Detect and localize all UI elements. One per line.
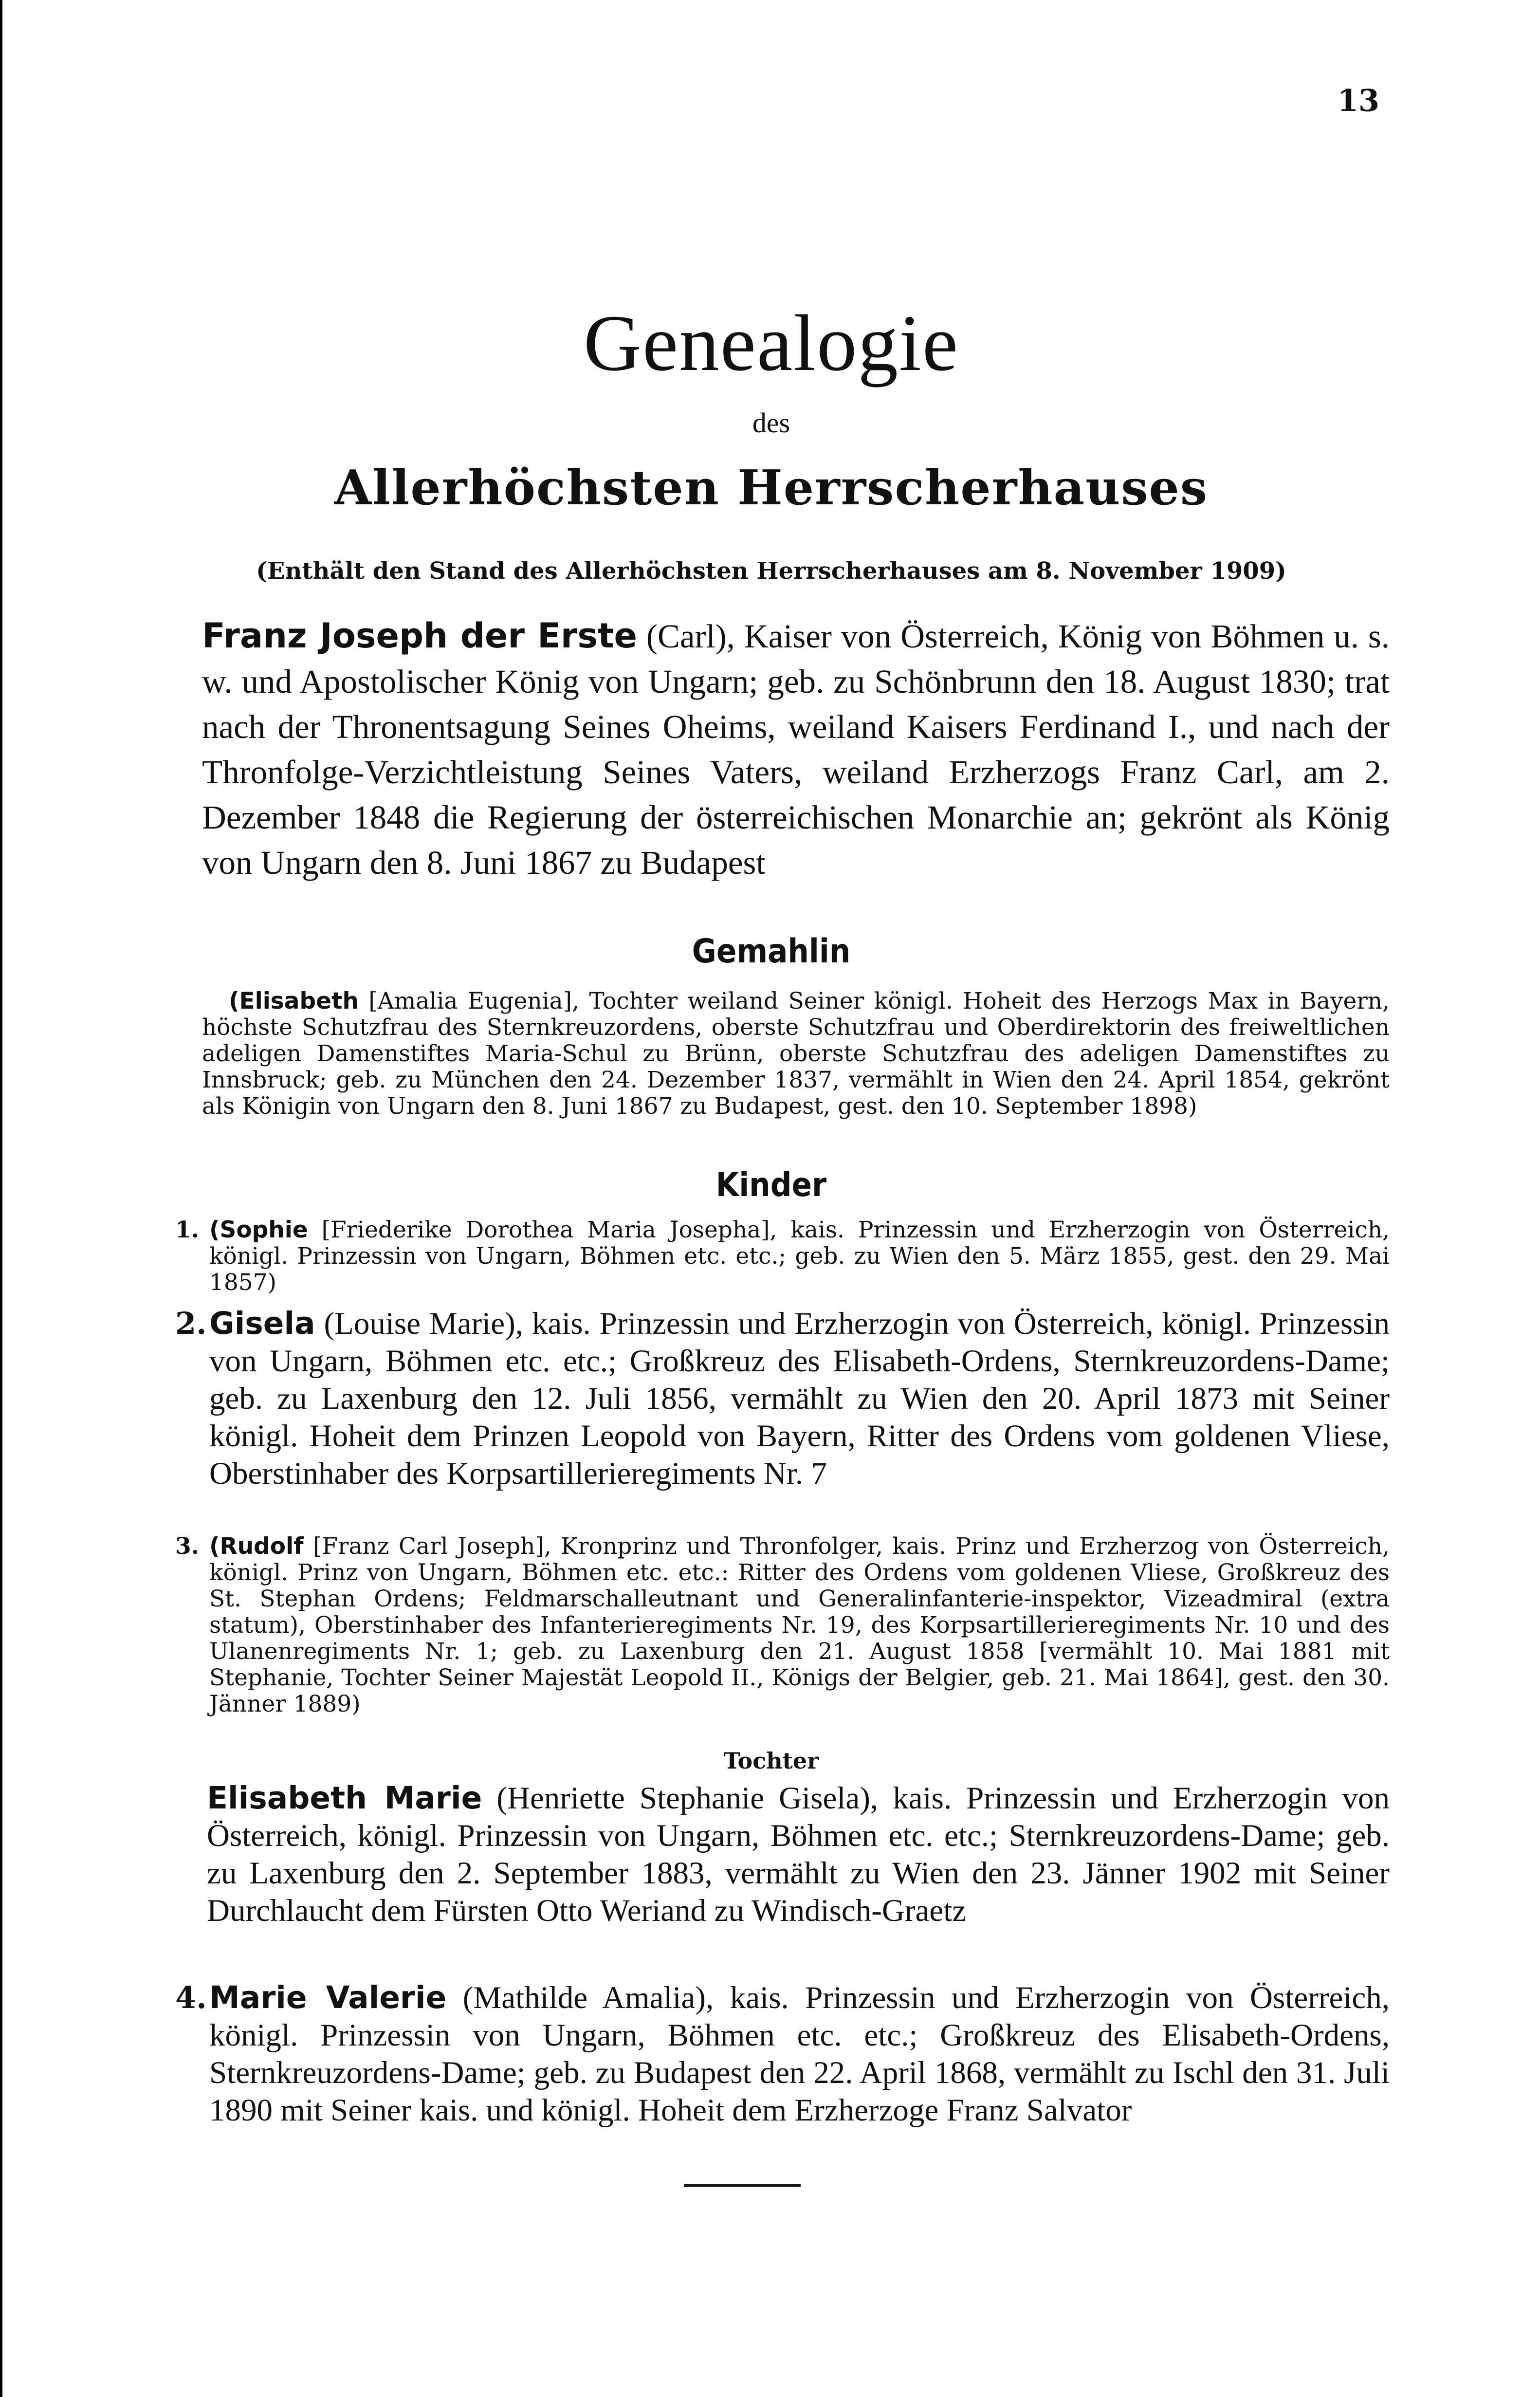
- child-entry-3: [175, 1533, 1390, 1717]
- emperor-name: Franz Joseph der Erste: [202, 616, 638, 656]
- child-entry-1: [175, 1217, 1390, 1296]
- granddaughter-name: Elisabeth Marie: [207, 1780, 482, 1816]
- spouse-name: (Elisabeth: [229, 988, 359, 1014]
- status-note: (Enthält den Stand des Allerhöchsten Herrscherhauses am 8. November 1909): [256, 557, 1286, 585]
- spouse-entry: [202, 988, 1390, 1120]
- page-number: 13: [1337, 83, 1379, 118]
- spouse-heading: Gemahlin: [692, 932, 851, 971]
- child-text: [Friederike Dorothea Maria Josepha], kais. Prinzessin und Erzherzogin von Österreich, königl. Prinzessin von Ungarn, Böhmen etc. etc.; geb. zu Wien den 5. März 1855, gest. den 29. Mai 1857): [209, 1217, 1390, 1296]
- emperor-entry: [202, 613, 1390, 885]
- child-entry-2: [175, 1305, 1390, 1493]
- child-name: Gisela: [209, 1306, 315, 1341]
- child-text: (Louise Marie), kais. Prinzessin und Erzherzogin von Österreich, königl. Prinzessin von Ungarn, Böhmen etc. etc.; Großkreuz des Elisabeth-Ordens, Sternkreuzordens-Dame; geb. zu Laxenburg den 12. Juli 1856, vermählt zu Wien den 20. April 1873 mit Seiner königl. Hoheit dem Prinzen Leopold von Bayern, Ritter des Ordens vom goldenen Vliese, Oberstinhaber des Korpsartillerieregiments Nr. 7: [209, 1306, 1390, 1491]
- granddaughter-entry: [207, 1779, 1390, 1930]
- emperor-text: (Carl), Kaiser von Österreich, König von Böhmen u. s. w. und Apostolischer König von Ungarn; geb. zu Schönbrunn den 18. August 1830; trat nach der Thronentsagung Seines Oheims, weiland Kaisers Ferdinand I., und nach der Thronfolge-Verzichtleistung Seines Vaters, weiland Erzherzogs Franz Carl, am 2. Dezember 1848 die Regierung der österreichischen Monarchie an; gekrönt als König von Ungarn den 8. Juni 1867 zu Budapest: [202, 618, 1390, 881]
- child-entry-4: [175, 1979, 1390, 2129]
- page-title: Genealogie: [583, 298, 959, 387]
- child-number: 3.: [175, 1533, 200, 1560]
- child-name: Marie Valerie: [209, 1980, 447, 2015]
- child-number: 4.: [175, 1980, 207, 2015]
- closing-rule: [684, 2184, 801, 2187]
- granddaughter-text: (Henriette Stephanie Gisela), kais. Prinzessin und Erzherzogin von Österreich, königl. Prinzessin von Ungarn, Böhmen etc. etc.; Sternkreuzordens-Dame; geb. zu Laxenburg den 2. September 1883, vermählt zu Wien den 23. Jänner 1902 mit Seiner Durchlaucht dem Fürsten Otto Weriand zu Windisch-Graetz: [207, 1781, 1390, 1928]
- title-connector: des: [752, 407, 790, 439]
- child-name: (Rudolf: [209, 1533, 304, 1560]
- children-heading: Kinder: [715, 1166, 827, 1204]
- child-number: 1.: [175, 1217, 200, 1243]
- spouse-text: [Amalia Eugenia], Tochter weiland Seiner königl. Hoheit des Herzogs Max in Bayern, höchste Schutzfrau des Sternkreuzordens, oberste Schutzfrau und Oberdirektorin des freiweltlichen adeligen Damenstiftes Maria-Schul zu Brünn, oberste Schutzfrau des adeligen Damenstiftes zu Innsbruck; geb. zu München den 24. Dezember 1837, vermählt in Wien den 24. April 1854, gekrönt als Königin von Ungarn den 8. Juni 1867 zu Budapest, gest. den 10. September 1898): [202, 988, 1390, 1120]
- child-text: (Mathilde Amalia), kais. Prinzessin und Erzherzogin von Österreich, königl. Prinzessin von Ungarn, Böhmen etc. etc.; Großkreuz des Elisabeth-Ordens, Sternkreuzordens-Dame; geb. zu Budapest den 22. April 1868, vermählt zu Ischl den 31. Juli 1890 mit Seiner kais. und königl. Hoheit dem Erzherzoge Franz Salvator: [209, 1980, 1390, 2128]
- child-text: [Franz Carl Joseph], Kronprinz und Thronfolger, kais. Prinz und Erzherzog von Österreich, königl. Prinz von Ungarn, Böhmen etc. etc.: Ritter des Ordens vom goldenen Vliese, Großkreuz des St. Stephan Ordens; Feldmarschalleutnant und Generalinfanterie-inspektor, Vizeadmiral (extra statum), Oberstinhaber des Infanterieregiments Nr. 19, des Korpsartillerieregiments Nr. 10 und des Ulanenregiments Nr. 1; geb. zu Laxenburg den 21. August 1858 [vermählt 10. Mai 1881 mit Stephanie, Tochter Seiner Majestät Leopold II., Königs der Belgier, geb. 21. Mai 1864], gest. den 30. Jänner 1889): [209, 1533, 1390, 1717]
- house-title: Allerhöchsten Herrscherhauses: [334, 460, 1209, 516]
- child-number: 2.: [175, 1306, 207, 1341]
- child-name: (Sophie: [209, 1217, 308, 1243]
- daughter-heading: Tochter: [723, 1748, 819, 1774]
